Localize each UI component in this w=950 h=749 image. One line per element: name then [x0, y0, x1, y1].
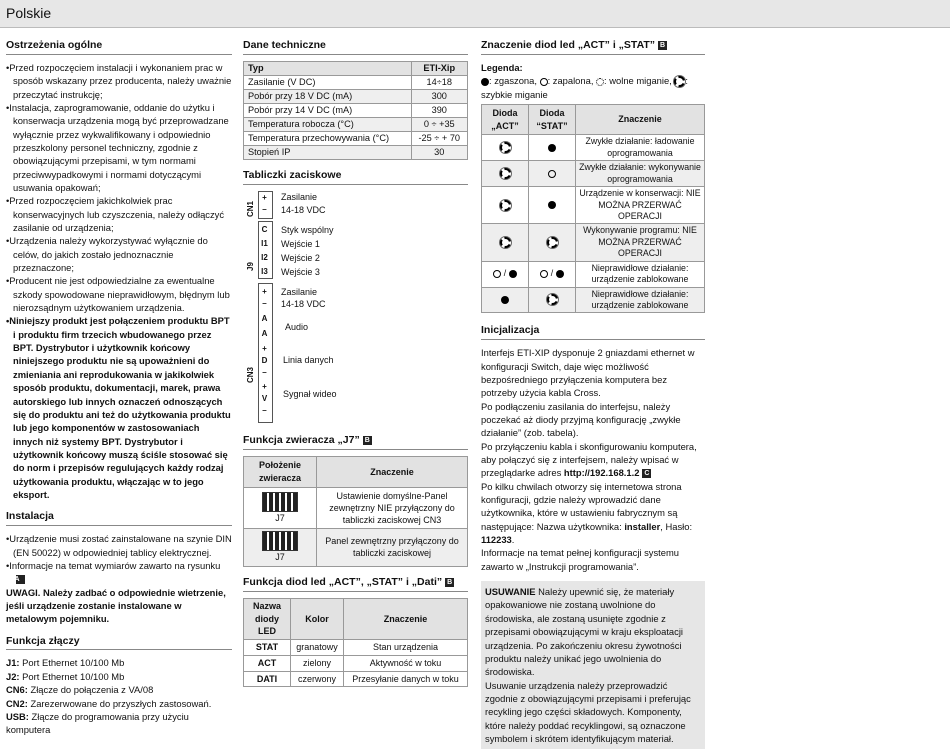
warning-item: • Przed rozpoczęciem jakichkolwiek prac konserwacyjnych lub czyszczenia, należy odłączyć zasilanie od urządzenia;: [6, 194, 232, 234]
table-cell: 14÷18: [411, 75, 467, 89]
table-cell: Zasilanie (V DC): [244, 75, 412, 89]
disposal-text: [485, 585, 701, 678]
table-cell: granatowy: [291, 640, 344, 656]
table-row: [244, 90, 468, 104]
led-act-cell: [482, 187, 529, 224]
terminal-pin: I2: [261, 253, 268, 263]
table-row: [482, 135, 705, 161]
table-cell: 30: [411, 146, 467, 160]
column-middle: [243, 38, 468, 687]
legend-text: : zgaszona,: [489, 75, 540, 87]
table-row: [244, 640, 468, 656]
init-paragraph: Po podłączeniu zasilania do interfejsu, należy poczekać aż diody przyjmą konfigurację „zwykłe działanie” (zob. tabela).: [481, 400, 681, 439]
connector-item: [6, 697, 232, 710]
table-header: Dioda “STAT”: [529, 104, 576, 135]
table-row: [244, 132, 468, 146]
table-row: [244, 655, 468, 671]
table-cell: Panel zewnętrzny przyłączony do tabliczki zaciskowej: [317, 529, 468, 567]
default-password: 112233: [481, 534, 512, 546]
led-stat-cell: [529, 287, 576, 313]
page-title: Polskie: [6, 5, 52, 21]
led-act-cell: [482, 135, 529, 161]
table-header: Kolor: [291, 598, 344, 639]
heading-j7: [243, 433, 468, 450]
table-row: [482, 261, 705, 287]
heading-led-meaning: [481, 38, 705, 55]
terminal-pin: –: [262, 406, 267, 416]
terminal-desc: 14-18 VDC: [281, 299, 326, 310]
table-cell: Zwykłe działanie: wykonywanie oprogramowania: [576, 161, 705, 187]
table-header: Położenie zwieracza: [244, 457, 317, 488]
install-text: Informacje na temat wymiarów zawarto na rysunku: [9, 559, 221, 571]
terminal-pin: +: [262, 344, 267, 354]
led-fast-blink-icon: [500, 142, 511, 153]
default-user: installer: [624, 520, 661, 532]
table-cell: DATI: [244, 671, 291, 687]
table-row: [482, 161, 705, 187]
connector-key: CN2:: [6, 697, 28, 709]
terminal-desc: Styk wspólny: [281, 225, 334, 236]
table-cell: Urządzenie w konserwacji: NIE MOŻNA PRZERWAĆ OPERACJI: [576, 187, 705, 224]
init-text: , Hasło:: [660, 520, 693, 532]
heading-init: Inicjalizacja: [481, 323, 705, 340]
terminal-desc: Wejście 3: [281, 267, 320, 278]
j9-label: J9: [246, 262, 255, 272]
connector-item: [6, 670, 232, 683]
table-cell: -25 ÷ + 70: [411, 132, 467, 146]
jumper-image: [262, 492, 298, 512]
terminal-desc: Audio: [285, 322, 309, 333]
table-header: ETI-Xip: [411, 61, 467, 75]
disposal-body: Należy upewnić się, że materiały opakowaniowe nie zostaną uwolnione do środowiska, ale zostaną usunięte zgodnie z przepisami obowiązującymi w kraju eksploatacji urządzenia. Po zakończeniu okresu żywotności produktu należy unikać jego uwolnienia do środowiska.: [485, 586, 683, 678]
terminal-desc: 14-18 VDC: [281, 205, 326, 216]
disposal-box: [481, 581, 705, 749]
connector-desc: Port Ethernet 10/100 Mb: [19, 670, 125, 682]
table-row: [482, 224, 705, 261]
init-paragraph: Po kilku chwilach otworzy się internetowa strona konfiguracji, gdzie należy wprowadzić dane użytkownika, które w ustawieniu fabrycznym są następujące: Nazwa użytkownika: installer, Hasło: 112233.: [481, 480, 693, 546]
led-fast-blink-icon: [547, 237, 558, 248]
connector-desc: Złącze do programowania przy użyciu komputera: [6, 710, 189, 736]
column-right: [481, 38, 705, 749]
led-on-icon: [548, 170, 556, 178]
disposal-key: USUWANIE: [485, 586, 536, 598]
table-cell: Temperatura przechowywania (°C): [244, 132, 412, 146]
terminal-pin: C: [261, 225, 268, 235]
install-note: UWAGI. Należy zadbać o odpowiednie wietrzenie, jeśli urządzenie zostanie instalowane w metalowym pojemniku.: [6, 586, 226, 625]
legend: [481, 74, 705, 101]
connector-item: [6, 656, 232, 669]
heading-general-warnings: Ostrzeżenia ogólne: [6, 38, 232, 55]
figure-tag: B: [660, 41, 666, 49]
warning-item: • Producent nie jest odpowiedzialne za ewentualne szkody spowodowane nieprawidłowym, błędnym lub nierozsądnym użytkowaniem urządzenia.: [6, 274, 232, 314]
figure-tag: B: [364, 436, 370, 444]
init-text: Po przyłączeniu kabla i skonfigurowaniu komputera, aby połączyć się z interfejsem, należy wpisać w przeglądarke adres: [481, 440, 697, 479]
terminal-blocks-diagram: [243, 191, 468, 431]
table-header: Znaczenie: [317, 457, 468, 488]
legend-text: : wolne miganie,: [604, 75, 675, 87]
disposal-text: Usuwanie urządzenia należy przeprowadzić zgodnie z obowiązującymi przepisami i preferując recykling jego części składowych. Komponenty, które należy poddać recyklingowi, są oznaczone symbolem i skrótem identyfikującym materiał.: [485, 679, 691, 744]
init-paragraph: [481, 440, 705, 480]
terminal-pin: D: [261, 356, 268, 366]
led-off-icon: [509, 270, 517, 278]
jumper-label: J7: [275, 552, 285, 563]
table-row: [244, 118, 468, 132]
led-stat-cell: [529, 161, 576, 187]
init-paragraph: Interfejs ETI-XIP dysponuje 2 gniazdami ethernet w konfiguracji Switch, daje więc możliwość bezpośredniego przyłączenia komputera bez potrzeby użycia kabla Cross.: [481, 347, 695, 399]
table-cell: zielony: [291, 655, 344, 671]
table-cell: Pobór przy 18 V DC (mA): [244, 90, 412, 104]
terminal-pin: A: [261, 329, 268, 339]
table-cell: Zwykłe działanie: ładowanie oprogramowania: [576, 135, 705, 161]
table-header: Znaczenie: [576, 104, 705, 135]
led-act-cell: [482, 287, 529, 313]
table-cell: 390: [411, 104, 467, 118]
leds-table: [243, 598, 468, 688]
led-fast-blink-icon: [500, 200, 511, 211]
terminal-pin: –: [262, 205, 267, 215]
terminal-pin: I3: [261, 267, 268, 277]
terminal-pin: +: [262, 382, 267, 392]
legend-text: : szybkie miganie: [481, 75, 689, 100]
table-cell: Aktywność w toku: [344, 655, 468, 671]
led-act-cell: /: [482, 261, 529, 287]
heading-j7-text: Funkcja zwieracza „J7”: [243, 434, 360, 447]
terminal-pin: +: [262, 193, 267, 203]
led-off-icon: [481, 78, 489, 86]
connector-key: J1:: [6, 657, 20, 669]
table-row: [244, 487, 468, 528]
table-row: [244, 146, 468, 160]
table-row: [244, 529, 468, 567]
led-act-cell: [482, 224, 529, 261]
led-stat-cell: /: [529, 261, 576, 287]
init-paragraph: Informacje na temat pełnej konfiguracji systemu zawarto w „Instrukcji programowania”.: [481, 547, 680, 572]
figure-tag: A: [16, 575, 25, 584]
led-fast-blink-icon: [500, 168, 511, 179]
table-cell: Nieprawidłowe działanie: urządzenie zablokowane: [576, 287, 705, 313]
table-cell: Przesyłanie danych w toku: [344, 671, 468, 687]
led-stat-cell: [529, 187, 576, 224]
table-cell: Wykonywanie programu: NIE MOŻNA PRZERWAĆ OPERACJI: [576, 224, 705, 261]
led-off-icon: [548, 201, 556, 209]
led-fast-blink-icon: [500, 237, 511, 248]
led-stat-cell: [529, 135, 576, 161]
warning-item: • Instalacja, zaprogramowanie, oddanie do użytku i konserwacja urządzenia mogą być przeprowadzane wyłącznie przez wykwalifikowany i odpowiednio przeszkolony personel techniczny, zgodnie z obowiązującymi przepisami, w tym normami przeciwwypadkowymi i normami dotyczącymi usuwania opakowań;: [6, 101, 232, 194]
terminal-pin: A: [261, 314, 268, 324]
cn3-label: CN3: [246, 367, 255, 384]
install-item: • Urządzenie musi zostać zainstalowane na szynie DIN (EN 50022) w odpowiedniej tablicy elektrycznej.: [6, 532, 232, 559]
heading-led-text: Znaczenie diod led „ACT” i „STAT”: [481, 39, 656, 51]
table-cell: Ustawienie domyślne-Panel zewnętrzny NIE przyłączony do tabliczki zaciskowej CN3: [317, 487, 468, 528]
technical-data-table: [243, 61, 468, 160]
led-stat-cell: [529, 224, 576, 261]
figure-tag: B: [447, 578, 453, 586]
table-cell: Stopień IP: [244, 146, 412, 160]
terminal-pin: +: [262, 287, 267, 297]
led-act-cell: [482, 161, 529, 187]
terminal-pin: –: [262, 299, 267, 309]
connector-key: USB:: [6, 710, 29, 722]
led-on-icon: [540, 78, 548, 86]
terminal-desc: Sygnał wideo: [283, 389, 337, 400]
table-cell: 300: [411, 90, 467, 104]
connector-key: CN6:: [6, 684, 28, 696]
heading-technical-data: Dane techniczne: [243, 38, 468, 55]
table-row: [482, 287, 705, 313]
table-row: [244, 104, 468, 118]
warning-item: • Urządzenia należy wykorzystywać wyłącznie do celów, do jakich zostało jednoznacznie przeznaczone;: [6, 234, 232, 274]
table-cell: ACT: [244, 655, 291, 671]
table-row: [244, 671, 468, 687]
led-off-icon: [501, 296, 509, 304]
terminal-desc: Wejście 1: [281, 239, 320, 250]
table-row: [482, 187, 705, 224]
connector-key: J2:: [6, 670, 20, 682]
language-header: [0, 0, 950, 28]
connector-item: [6, 710, 232, 737]
table-cell: Stan urządzenia: [344, 640, 468, 656]
warning-item-bpt: • Niniejszy produkt jest połączeniem produktu BPT i produktu firm trzecich wbudowanego przez BPT. Dystrybutor i użytkownik końcowy niniejszego produktu nie są upoważnieni do zmieniania ani reprodukowania w jakikolwiek sposób produktu, dokumentacji, marek, prawa autorskiego lub innych oznaczeń odnoszących się do produktu ani też do użytkowania produktu lub jego komponentów w zastosowaniach innych niż systemy BPT. Dystrybutor i użytkownik końcowy muszą ściśle stosować się do norm i przepisów regulujących każdy rodzaj użytkowania produktu, włączając w to jego eksport.: [6, 314, 232, 501]
ip-address: http://192.168.1.2: [563, 467, 640, 479]
led-fast-blink-icon: [547, 294, 558, 305]
connector-desc: Zarezerwowane do przyszłych zastosowań.: [27, 697, 212, 709]
table-cell: Temperatura robocza (°C): [244, 118, 412, 132]
init-text: Po kilku chwilach otworzy się internetowa strona konfiguracji, gdzie należy wprowadzić dane użytkownika, które w ustawieniu fabrycznym są następujące: Nazwa użytkownika:: [481, 480, 682, 532]
legend-text: : zapalona,: [547, 75, 597, 87]
table-header: Znaczenie: [344, 598, 468, 639]
connector-desc: Port Ethernet 10/100 Mb: [19, 657, 125, 669]
heading-leds: [243, 575, 468, 592]
led-slow-blink-icon: [596, 78, 604, 86]
led-off-icon: [556, 270, 564, 278]
warning-item: • Przed rozpoczęciem instalacji i wykonaniem prac w sposób wskazany przez producenta, należy uważnie przeczytać instrukcję;: [6, 61, 232, 101]
j7-table: [243, 456, 468, 567]
heading-installation: Instalacja: [6, 509, 232, 526]
heading-terminal-blocks: Tabliczki zaciskowe: [243, 168, 468, 185]
connector-item: [6, 683, 232, 696]
terminal-desc: Zasilanie: [281, 192, 318, 203]
led-on-icon: [493, 270, 501, 278]
connector-desc: Złącze do połączenia z VA/08: [27, 684, 154, 696]
terminal-pin: –: [262, 368, 267, 378]
led-on-icon: [540, 270, 548, 278]
heading-leds-text: Funkcja diod led „ACT”, „STAT” i „Dati”: [243, 575, 443, 588]
jumper-image: [262, 531, 298, 551]
heading-connectors: Funkcja złączy: [6, 634, 232, 651]
table-header: Typ: [244, 61, 412, 75]
terminal-pin: V: [261, 394, 268, 404]
figure-tag: C: [644, 470, 650, 478]
table-header: Dioda „ACT”: [482, 104, 529, 135]
cn1-label: CN1: [246, 201, 255, 218]
install-item: [6, 559, 232, 586]
led-meaning-table: [481, 104, 705, 313]
led-off-icon: [548, 144, 556, 152]
table-row: [244, 75, 468, 89]
table-cell: STAT: [244, 640, 291, 656]
terminal-pin: I1: [261, 239, 268, 249]
led-fast-blink-icon: [674, 76, 685, 87]
table-cell: Nieprawidłowe działanie: urządzenie zablokowane: [576, 261, 705, 287]
legend-title: Legenda:: [481, 61, 523, 73]
terminal-desc: Linia danych: [283, 355, 334, 366]
table-cell: czerwony: [291, 671, 344, 687]
connector-list: [6, 656, 232, 736]
column-left: [6, 38, 232, 737]
table-cell: 0 ÷ +35: [411, 118, 467, 132]
table-cell: Pobór przy 14 V DC (mA): [244, 104, 412, 118]
terminal-desc: Zasilanie: [281, 287, 318, 298]
terminal-desc: Wejście 2: [281, 253, 320, 264]
table-header: Nazwa diody LED: [244, 598, 291, 639]
jumper-label: J7: [275, 512, 285, 523]
